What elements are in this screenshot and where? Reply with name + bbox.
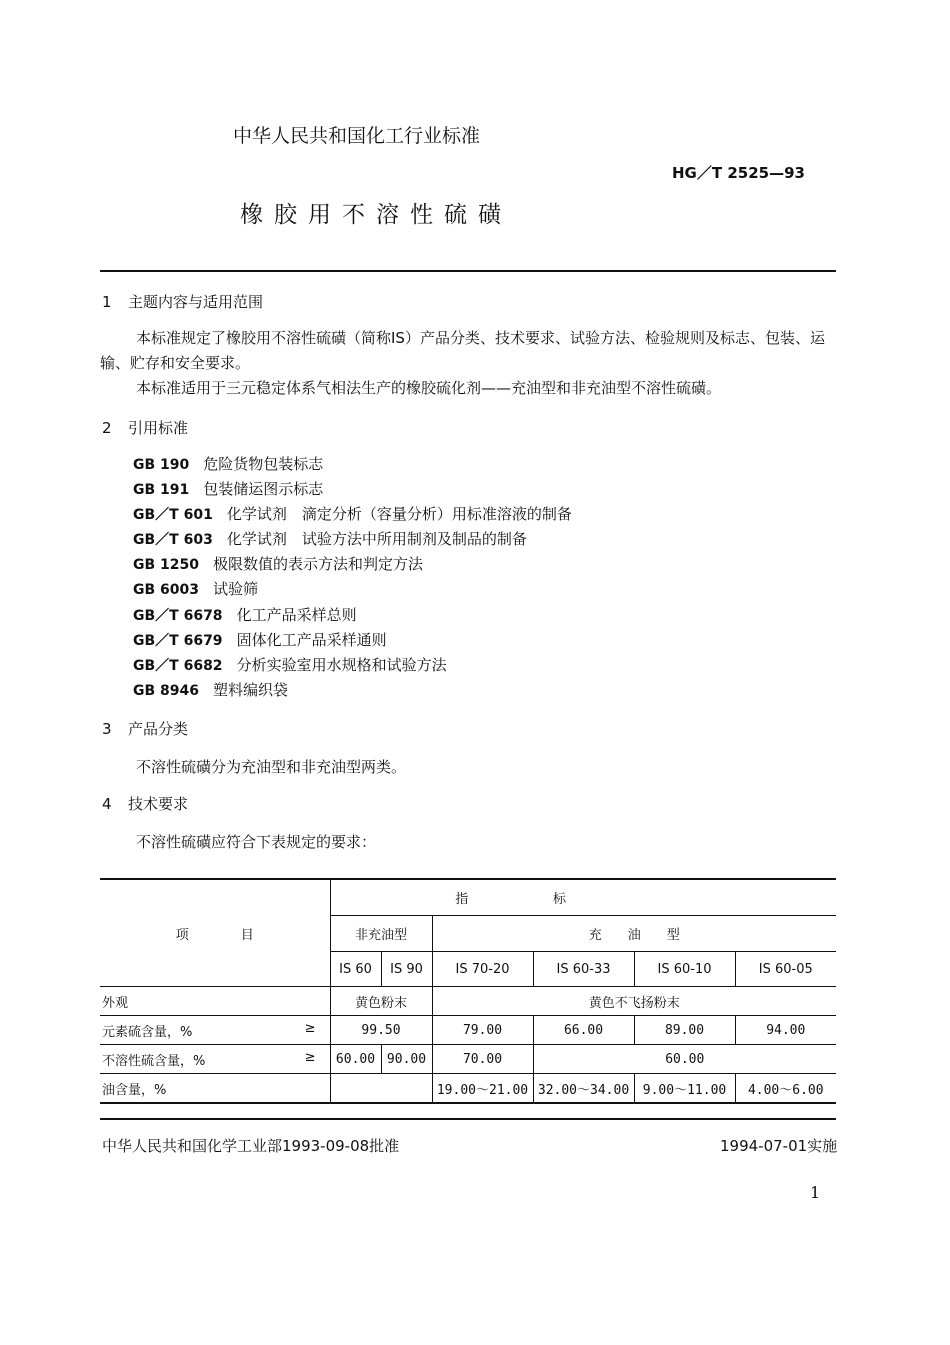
grade-header: IS 90 [381,952,432,987]
table-cell: 32.00～34.00 [533,1074,634,1104]
section-4-paragraph: 不溶性硫磺应符合下表规定的要求： [136,833,377,851]
table-header-row [100,879,836,916]
index-header-cell: 指 [330,879,533,916]
reference-code: GB 1250 [133,557,200,574]
reference-code: GB 6003 [133,582,200,599]
row-label: 元素硫含量，% ≥ [100,1016,330,1045]
specification-table [100,878,836,1104]
table-cell [330,1074,432,1104]
section-number: 1 [102,293,112,311]
reference-name: 化学试剂 试验方法中所用制剂及制品的制备 [226,530,527,549]
section-title: 引用标准 [128,419,189,437]
reference-code: GB／T 603 [133,532,213,549]
section-number: 4 [102,795,112,813]
row-label: 不溶性硫含量，% ≥ [100,1045,330,1074]
section-1-paragraph-2: 本标准适用于三元稳定体系气相法生产的橡胶硫化剂——充油型和非充油型不溶性硫磺。 [136,379,722,397]
reference-name: 极限数值的表示方法和判定方法 [213,555,424,574]
reference-item [133,452,572,477]
reference-code: GB 8946 [133,682,200,699]
table-row [100,1045,836,1074]
section-4-heading [102,793,188,814]
reference-code: GB／T 6682 [133,657,223,674]
document-title: 橡胶用不溶性硫磺 [240,202,512,228]
reference-name: 危险货物包装标志 [203,455,324,473]
section-3-paragraph: 不溶性硫磺分为充油型和非充油型两类。 [136,758,407,776]
ge-symbol: ≥ [304,1020,316,1036]
table-cell: 94.00 [735,1016,836,1045]
section-title: 产品分类 [128,720,189,738]
section-1-heading [102,291,263,312]
table-cell: 70.00 [432,1045,533,1074]
section-3-heading [102,718,188,739]
reference-code: GB／T 6678 [133,607,223,624]
grade-header: IS 60-33 [533,952,634,987]
table-row [100,1016,836,1045]
reference-name: 塑料编织袋 [213,680,289,699]
section-number: 3 [102,720,112,738]
reference-name: 化工产品采样总则 [236,605,357,624]
reference-code: GB／T 6679 [133,632,223,649]
section-1-paragraph-1: 本标准规定了橡胶用不溶性硫磺（简称IS）产品分类、技术要求、试验方法、检验规则及标志、包装、运输、贮存和安全要求。 [100,329,825,372]
section-2-heading [102,417,188,438]
section-title: 技术要求 [128,795,189,813]
reference-item [133,653,572,678]
reference-item [133,603,572,628]
reference-item [133,502,572,527]
approval-statement: 中华人民共和国化学工业部1993-09-08批准 [102,1137,400,1155]
table-cell: 60.00 [533,1045,836,1074]
row-label: 外观 [100,987,330,1016]
reference-item [133,477,572,502]
grade-header: IS 60-10 [634,952,735,987]
reference-list [133,452,572,703]
ge-symbol: ≥ [304,1049,316,1065]
table-cell: 89.00 [634,1016,735,1045]
row-label: 油含量，% [100,1074,330,1104]
non-oil-header: 非充油型 [330,916,432,952]
table-cell: 79.00 [432,1016,533,1045]
standard-code: HG／T 2525—93 [672,164,805,182]
reference-item [133,678,572,703]
reference-item [133,527,572,552]
table-row [100,1074,836,1104]
reference-item [133,552,572,577]
table-cell: 9.00～11.00 [634,1074,735,1104]
grade-header: IS 60-05 [735,952,836,987]
reference-code: GB 191 [133,482,190,499]
issuing-organization: 中华人民共和国化工行业标准 [233,125,481,147]
reference-code: GB／T 601 [133,507,213,524]
reference-item [133,628,572,653]
table-cell: 90.00 [381,1045,432,1074]
footer-divider [100,1118,836,1120]
reference-name: 试验筛 [213,580,259,599]
table-cell: 99.50 [330,1016,432,1045]
table-row [100,987,836,1016]
section-title: 主题内容与适用范围 [128,293,264,311]
page-number: 1 [810,1183,821,1202]
reference-code: GB 190 [133,457,190,473]
table-cell: 黄色粉末 [330,987,432,1016]
table-cell: 4.00～6.00 [735,1074,836,1104]
item-header-cell: 项 目 [100,879,330,987]
table-cell: 66.00 [533,1016,634,1045]
reference-name: 分析实验室用水规格和试验方法 [236,655,447,674]
reference-name: 化学试剂 滴定分析（容量分析）用标准溶液的制备 [226,505,572,524]
oil-header: 充 油 型 [432,916,836,952]
section-number: 2 [102,419,112,437]
table-cell: 19.00～21.00 [432,1074,533,1104]
index-header-cell: 标 [533,879,836,916]
reference-item [133,577,572,602]
grade-header: IS 60 [330,952,381,987]
reference-name: 包装储运图示标志 [203,480,324,499]
reference-name: 固体化工产品采样通则 [236,630,387,649]
table-cell: 60.00 [330,1045,381,1074]
implementation-date: 1994-07-01实施 [720,1137,838,1155]
table-cell: 黄色不飞扬粉末 [432,987,836,1016]
header-divider [100,270,836,272]
grade-header: IS 70-20 [432,952,533,987]
